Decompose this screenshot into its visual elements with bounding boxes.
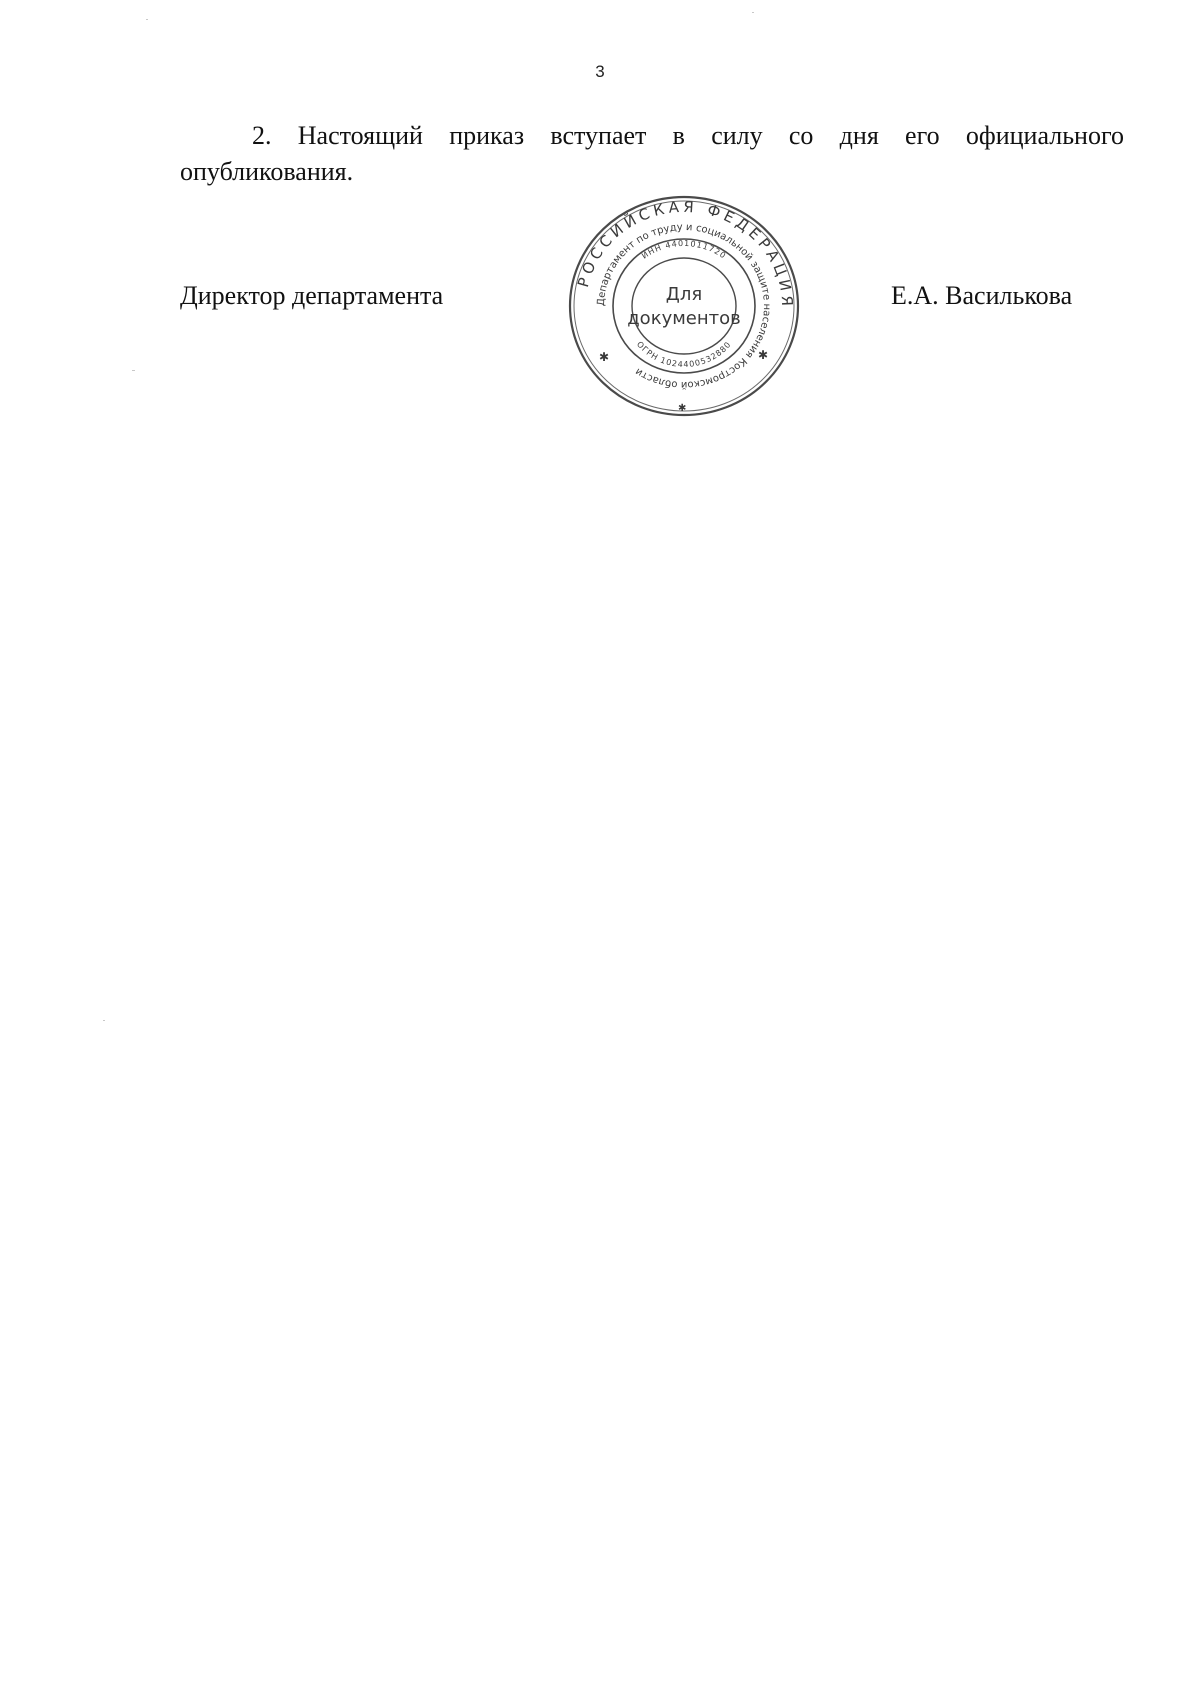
- scan-speck: [146, 19, 148, 20]
- seal-star-right-icon: ✱: [758, 348, 769, 362]
- signer-title: Директор департамента: [180, 281, 444, 310]
- page-number: 3: [595, 62, 605, 81]
- official-seal-stamp: [565, 193, 803, 419]
- seal-middle-ring: [613, 239, 755, 373]
- scan-speck: [752, 12, 754, 13]
- seal-graphic: [565, 193, 803, 419]
- seal-inn-text: ИНН 4401011720: [640, 238, 728, 261]
- scan-speck: [132, 370, 135, 371]
- seal-outer-text: РОССИЙСКАЯ ФЕДЕРАЦИЯ: [574, 197, 797, 311]
- seal-ogrn-text: ОГРН 1024400532880: [634, 339, 734, 370]
- body-paragraph: 2. Настоящий приказ вступает в силу со дня его официального опубликования.: [180, 121, 1124, 186]
- scan-speck: [103, 1020, 105, 1021]
- seal-middle-text: Департамент по труду и социальной защите населения Костромской области: [595, 221, 773, 391]
- seal-center-line-2: документов: [627, 308, 741, 329]
- seal-inner-ring: [632, 258, 736, 354]
- seal-star-left-icon: ✱: [599, 350, 610, 364]
- seal-center-line-1: Для: [665, 284, 703, 305]
- signer-name: Е.А. Василькова: [891, 281, 1073, 310]
- seal-star-bottom-icon: ✱: [678, 403, 687, 414]
